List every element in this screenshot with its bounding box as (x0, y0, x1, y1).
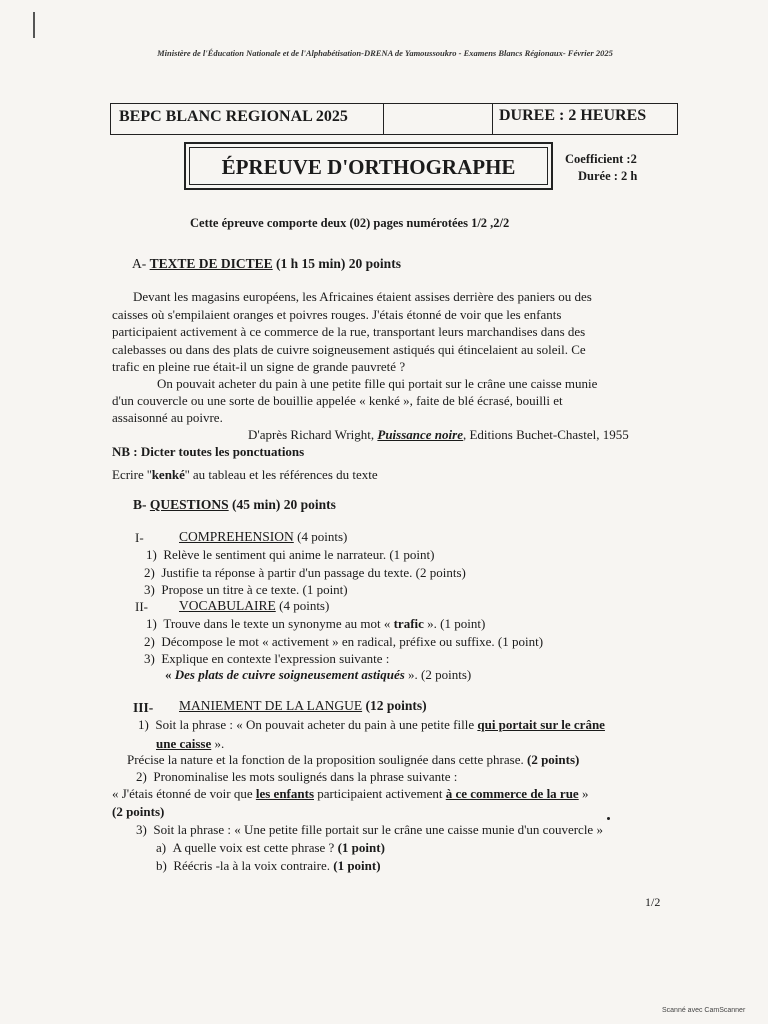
ink-dot (607, 817, 610, 820)
exam-duration: DUREE : 2 HEURES (499, 107, 647, 124)
comprehension-num: I- (135, 530, 144, 545)
list-item: 3) Explique en contexte l'expression suivante : (144, 651, 390, 666)
comprehension-heading: COMPREHENSION (4 points) (179, 529, 348, 544)
list-item: 2) Justifie ta réponse à partir d'un passage du texte. (2 points) (144, 565, 466, 580)
dictee-line: On pouvait acheter du pain à une petite fille qui portait sur le crâne une caisse munie (157, 376, 598, 391)
list-item: 1) Soit la phrase : « On pouvait acheter du pain à une petite fille qui portait sur le crâne (138, 717, 605, 732)
title-box (184, 142, 553, 190)
section-b-heading: B- QUESTIONS (45 min) 20 points (133, 497, 336, 512)
ecrire-note: Ecrire ''kenké'' au tableau et les références du texte (112, 467, 378, 482)
list-item: 1) Relève le sentiment qui anime le narrateur. (1 point) (146, 547, 435, 562)
dictee-line: participaient activement à ce commerce de la rue, transportant leurs marchandises dans des (112, 324, 586, 339)
vocabulaire-num: II- (135, 599, 148, 614)
coefficient: Coefficient :2 (565, 152, 637, 166)
list-item: 1) Trouve dans le texte un synonyme au mot « trafic ». (1 point) (146, 616, 486, 631)
sentence: « J'étais étonné de voir que les enfants participaient activement à ce commerce de la rue » (112, 786, 589, 801)
dictee-line: calebasses ou dans des plats de cuivre soigneusement astiqués qui étincelaient au soleil. Ce (112, 342, 586, 357)
dictee-line: d'un couvercle ou une sorte de bouillie appelée « kenké », faite de blé écrasé, bouilli et (112, 393, 563, 408)
list-item: 3) Soit la phrase : « Une petite fille portait sur le crâne une caisse munie d'un couvercle » (136, 822, 603, 837)
section-a-heading: A- TEXTE DE DICTEE (1 h 15 min) 20 points (132, 256, 401, 271)
dictee-source: D'après Richard Wright, Puissance noire, Editions Buchet-Chastel, 1955 (248, 427, 629, 442)
points: (2 points) (112, 804, 165, 819)
sub-item: b) Réécris -la à la voix contraire. (1 point) (156, 858, 381, 873)
vocabulaire-heading: VOCABULAIRE (4 points) (179, 598, 330, 613)
scanner-watermark: Scanné avec CamScanner (662, 1007, 746, 1014)
dictee-line: caisses où s'empilaient oranges et poivres rouges. J'étais étonné de voir que les enfants (112, 307, 562, 322)
list-item: 3) Propose un titre à ce texte. (1 point) (144, 582, 348, 597)
page-title: ÉPREUVE D'ORTHOGRAPHE (189, 147, 548, 185)
ministry-header: Ministère de l'Éducation Nationale et de l'Alphabétisation-DRENA de Yamoussoukro - Examens Blancs Régionaux- Février 2025 (157, 48, 613, 58)
instruction: Précise la nature et la fonction de la proposition soulignée dans cette phrase. (2 points) (127, 752, 580, 767)
langue-heading: MANIEMENT DE LA LANGUE (12 points) (179, 698, 427, 713)
dictee-line: Devant les magasins européens, les Africaines étaient assises derrière des paniers ou des (133, 289, 592, 304)
list-item: 2) Pronominalise les mots soulignés dans la phrase suivante : (136, 769, 458, 784)
exam-name: BEPC BLANC REGIONAL 2025 (119, 108, 348, 125)
list-item: 2) Décompose le mot « activement » en radical, préfixe ou suffixe. (1 point) (144, 634, 544, 649)
dictee-line: assaisonné au poivre. (112, 410, 223, 425)
nb-note: NB : Dicter toutes les ponctuations (112, 444, 305, 459)
intro-text: Cette épreuve comporte deux (02) pages numérotées 1/2 ,2/2 (190, 216, 510, 230)
sub-item: a) A quelle voix est cette phrase ? (1 point) (156, 840, 385, 855)
duration: Durée : 2 h (578, 169, 638, 183)
pen-mark (33, 12, 35, 38)
expression: « Des plats de cuivre soigneusement astiqués ». (2 points) (165, 667, 472, 682)
langue-num: III- (133, 700, 154, 715)
exam-info-box (110, 103, 678, 135)
dictee-line: trafic en pleine rue était-il un signe de grande pauvreté ? (112, 359, 406, 374)
list-item-cont: une caisse ». (156, 736, 225, 751)
page-number: 1/2 (645, 895, 661, 909)
